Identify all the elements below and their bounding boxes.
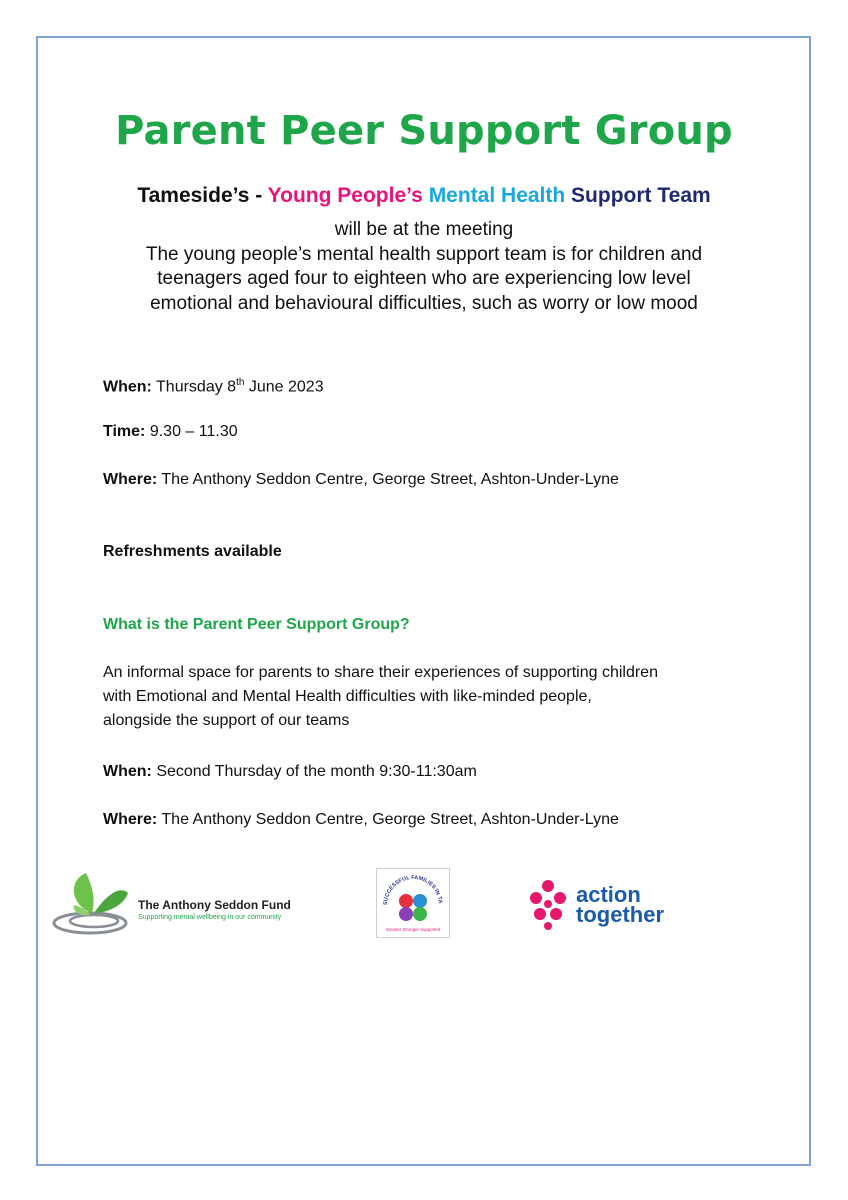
about-line: An informal space for parents to share their experiences of supporting children bbox=[103, 664, 658, 681]
where-value: The Anthony Seddon Centre, George Street, Ashton-Under-Lyne bbox=[157, 471, 619, 488]
refreshments-text: Refreshments available bbox=[103, 543, 282, 560]
about-paragraph bbox=[103, 661, 763, 733]
about-heading: What is the Parent Peer Support Group? bbox=[103, 616, 410, 633]
puzzle-piece-icon bbox=[399, 894, 413, 908]
page-title: Parent Peer Support Group bbox=[115, 108, 733, 154]
about-where-value: The Anthony Seddon Centre, George Street, Ashton-Under-Lyne bbox=[157, 811, 619, 828]
about-where-label: Where: bbox=[103, 811, 158, 828]
subtitle bbox=[0, 184, 848, 208]
time-value: 9.30 – 11.30 bbox=[145, 423, 238, 440]
intro-line: will be at the meeting bbox=[334, 219, 514, 240]
action-together-logo bbox=[528, 878, 698, 930]
subtitle-mental-health: Mental Health bbox=[422, 184, 566, 207]
together-text: together bbox=[576, 902, 664, 927]
about-line: with Emotional and Mental Health difficulties with like-minded people, bbox=[103, 688, 592, 705]
ripple-icon bbox=[70, 915, 118, 927]
time-label: Time: bbox=[103, 423, 146, 440]
people-cluster-icon bbox=[530, 880, 566, 930]
butterfly-wing-icon bbox=[94, 890, 128, 913]
anthony-seddon-name: The Anthony Seddon Fund bbox=[138, 898, 291, 912]
about-when bbox=[103, 760, 477, 784]
about-when-value: Second Thursday of the month 9:30-11:30am bbox=[151, 763, 477, 780]
intro-line: teenagers aged four to eighteen who are experiencing low level bbox=[157, 268, 691, 289]
when-date-sup: th bbox=[236, 377, 245, 388]
anthony-seddon-fund-logo bbox=[50, 865, 310, 940]
successful-families-emblem bbox=[377, 869, 449, 937]
successful-families-logo bbox=[376, 868, 450, 938]
sft-arc-textpath: SUCCESSFUL FAMILIES IN TA bbox=[382, 874, 444, 906]
subtitle-young-peoples: Young People’s bbox=[267, 184, 423, 207]
about-when-label: When: bbox=[103, 763, 152, 780]
about-line: alongside the support of our teams bbox=[103, 712, 350, 729]
meeting-where bbox=[103, 468, 619, 492]
meeting-when bbox=[103, 371, 324, 399]
intro-line: The young people’s mental health support team is for children and bbox=[145, 243, 703, 265]
when-label: When: bbox=[103, 378, 152, 396]
action-text: action bbox=[576, 882, 641, 907]
puzzle-piece-icon bbox=[399, 907, 413, 921]
anthony-seddon-tagline: Supporting mental wellbeing in our community bbox=[138, 914, 282, 921]
sft-bottom-text: Smarter Stronger Supported bbox=[386, 927, 440, 932]
meeting-time bbox=[103, 420, 238, 444]
subtitle-tameside: Tameside’s - bbox=[137, 184, 268, 207]
when-date-post: June 2023 bbox=[244, 378, 324, 396]
puzzle-piece-icon bbox=[413, 907, 427, 921]
subtitle-support-team: Support Team bbox=[565, 184, 711, 207]
intro-text bbox=[0, 218, 848, 316]
puzzle-piece-icon bbox=[413, 894, 427, 908]
about-where bbox=[103, 808, 619, 832]
where-label: Where: bbox=[103, 471, 158, 488]
refreshments bbox=[103, 540, 282, 564]
intro-line: emotional and behavioural difficulties, such as worry or low mood bbox=[150, 292, 698, 314]
when-date-pre: Thursday 8 bbox=[151, 378, 237, 396]
